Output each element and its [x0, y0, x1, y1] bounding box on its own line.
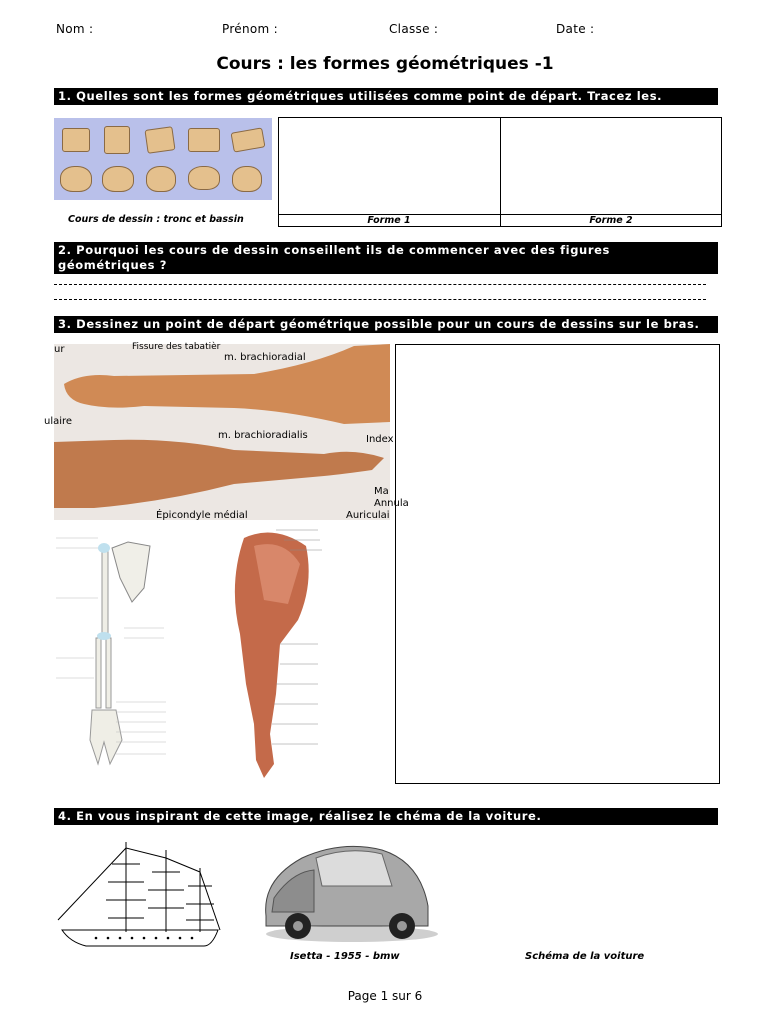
arm-label: m. brachioradialis: [218, 430, 308, 441]
question-1-heading: 1. Quelles sont les formes géométriques utilisées comme point de départ. Tracez les.: [54, 88, 718, 105]
arm-label: ulaire: [44, 416, 73, 427]
arm-label: ur: [54, 344, 65, 355]
arm-label: Épicondyle médial: [156, 510, 248, 521]
arm-skeleton-illustration: [54, 528, 214, 778]
forme-1-caption: Forme 1: [367, 215, 411, 226]
answer-line[interactable]: [54, 284, 706, 285]
isetta-caption: Isetta - 1955 - bmw: [290, 951, 400, 962]
schema-voiture-caption: Schéma de la voiture: [525, 951, 645, 962]
question-2-heading: 2. Pourquoi les cours de dessin conseillent ils de commencer avec des figures géométriques ?: [54, 242, 718, 274]
answer-line[interactable]: [54, 299, 706, 300]
page-number: Page 1 sur 6: [347, 989, 423, 1003]
arm-photo-top: [54, 344, 390, 430]
forme-2-caption: Forme 2: [589, 215, 633, 226]
question-3-heading: 3. Dessinez un point de départ géométrique possible pour un cours de dessins sur le bras.: [54, 316, 718, 333]
trunk-pelvis-drawing-image: [54, 118, 272, 200]
arm-drawing-area[interactable]: [395, 344, 720, 784]
classe-label: Classe :: [389, 22, 439, 36]
arm-label: Auriculai: [346, 510, 390, 521]
arm-muscle-illustration: [214, 524, 328, 778]
sailing-ship-sketch: [56, 838, 226, 950]
isetta-car-photo: [252, 836, 442, 944]
nom-label: Nom :: [56, 22, 94, 36]
arm-photo-bottom: [44, 416, 409, 521]
arm-label: Fissure des tabatièr: [132, 342, 221, 352]
page-title: Cours : les formes géométriques -1: [216, 54, 554, 74]
date-label: Date :: [556, 22, 595, 36]
question-4-heading: 4. En vous inspirant de cette image, réalisez le chéma de la voiture.: [54, 808, 718, 825]
trunk-pelvis-caption: Cours de dessin : tronc et bassin: [68, 214, 244, 225]
arm-label: Index: [366, 434, 394, 445]
arm-label: Ma: [374, 486, 389, 497]
prenom-label: Prénom :: [222, 22, 278, 36]
arm-label: m. brachioradial: [224, 352, 306, 363]
arm-label: Annula: [374, 498, 409, 509]
